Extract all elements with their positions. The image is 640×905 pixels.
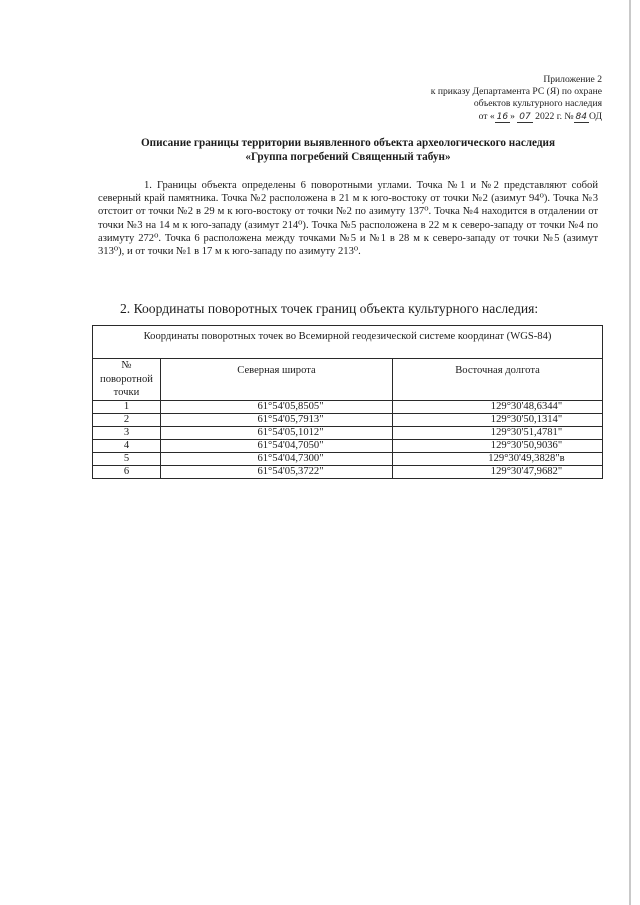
coordinates-table — [92, 325, 603, 479]
date-month-handwritten: 07 — [519, 111, 531, 122]
latitude-value: 61°54'05,1012" — [161, 427, 393, 440]
document-title — [98, 137, 598, 164]
column-header-latitude: Северная широта — [161, 359, 393, 401]
point-number: 4 — [93, 440, 161, 453]
page-edge-shadow — [629, 0, 631, 905]
point-number: 5 — [93, 453, 161, 466]
longitude-value: 129°30'50,9036" — [393, 440, 603, 453]
date-sep: » — [510, 110, 515, 122]
table-row — [93, 414, 603, 427]
column-header-point-number: № поворотной точки — [93, 359, 161, 401]
latitude-value: 61°54'04,7300" — [161, 453, 393, 466]
title-line-1: Описание границы территории выявленного объекта археологического наследия — [140, 137, 556, 149]
doc-suffix: ОД — [589, 110, 602, 122]
point-number: 2 — [93, 414, 161, 427]
appendix-title: Приложение 2 — [543, 74, 602, 85]
longitude-value: 129°30'49,3828"в — [393, 453, 603, 466]
boundary-description-paragraph: 1. Границы объекта определены 6 поворотными углами. Точка №1 и №2 представляют собой северный край памятника. Точка №2 расположена в 21 м к юго-востоку от точки №2 (азимут 94⁰). Точка №3 отстоит от точки №2 в 29 м к юго-востоку от точки №2 по азимуту 137⁰. Точка №4 находится в отдалении от точки №3 на 14 м к юго-западу (азимут 214⁰). Точка №5 расположена в 22 м к северо-западу от точки №4 по азимуту 272⁰. Точка 6 расположена между точками №5 и №1 в 28 м к северо-западу от точки №5 (азимут 313⁰), и от точки №1 в 17 м к юго-западу по азимуту 213⁰. — [98, 180, 598, 258]
point-number: 6 — [93, 466, 161, 479]
doc-number-handwritten: 84 — [575, 111, 587, 122]
table-row — [93, 453, 603, 466]
latitude-value: 61°54'05,7913" — [161, 414, 393, 427]
latitude-value: 61°54'04,7050" — [161, 440, 393, 453]
appendix-department: объектов культурного наследия — [473, 98, 602, 110]
date-prefix: от « — [478, 110, 495, 122]
date-day-handwritten: 16 — [496, 111, 509, 122]
latitude-value: 61°54'05,8505" — [161, 401, 393, 414]
date-year: 2022 г. № — [535, 110, 574, 122]
section-2-heading: 2. Координаты поворотных точек границ объекта культурного наследия: — [120, 301, 539, 316]
table-row — [93, 427, 603, 440]
longitude-value: 129°30'51,4781" — [393, 427, 603, 440]
longitude-value: 129°30'50,1314" — [393, 414, 603, 427]
point-number: 1 — [93, 401, 161, 414]
point-number: 3 — [93, 427, 161, 440]
appendix-date-line — [302, 111, 602, 123]
longitude-value: 129°30'47,9682" — [393, 466, 603, 479]
appendix-header — [302, 74, 602, 123]
table-row — [93, 466, 603, 479]
column-header-longitude: Восточная долгота — [393, 359, 603, 401]
longitude-value: 129°30'48,6344" — [393, 401, 603, 414]
table-row — [93, 401, 603, 414]
appendix-order-ref: к приказу Департамента РС (Я) по охране — [430, 86, 602, 98]
table-row — [93, 440, 603, 453]
latitude-value: 61°54'05,3722" — [161, 466, 393, 479]
table-group-header: Координаты поворотных точек во Всемирной геодезической системе координат (WGS-84) — [93, 326, 603, 359]
title-line-2: «Группа погребений Священный табун» — [245, 150, 451, 163]
